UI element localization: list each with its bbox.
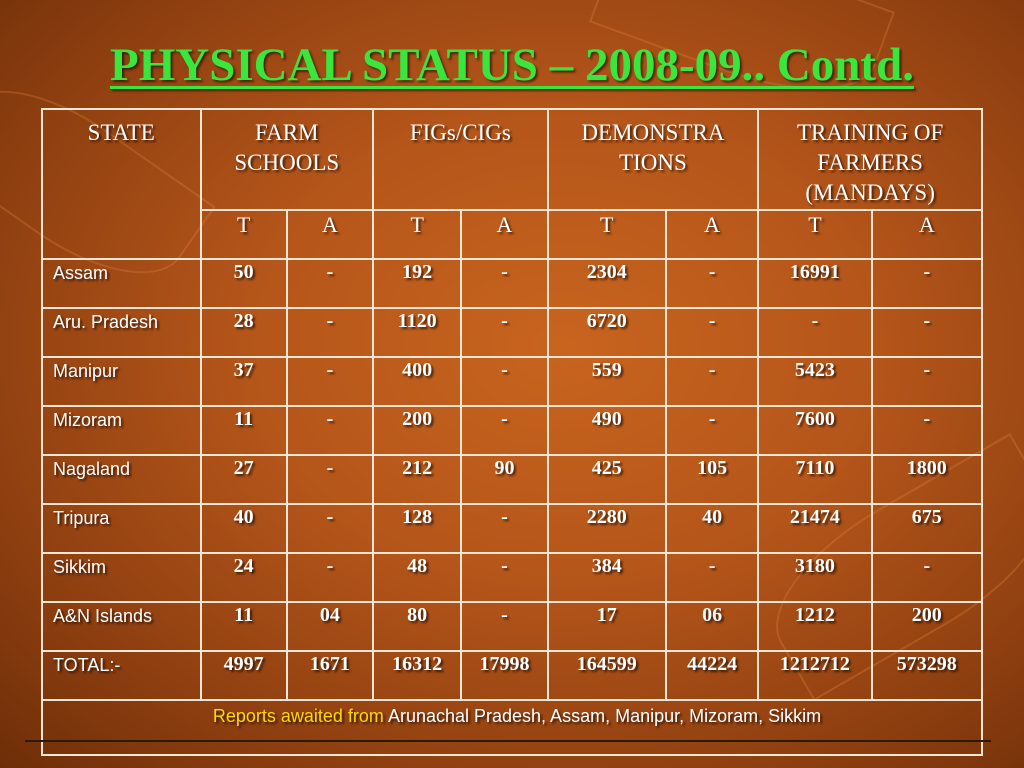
subheader-achieved: A: [666, 210, 758, 259]
value-cell: 21474: [758, 504, 871, 553]
value-cell: -: [461, 357, 547, 406]
value-cell: 80: [373, 602, 461, 651]
table-row: [42, 455, 982, 504]
value-cell: -: [287, 504, 373, 553]
value-cell: 11: [201, 406, 287, 455]
physical-status-table: [41, 108, 983, 756]
subheader-target: T: [373, 210, 461, 259]
value-cell: 24: [201, 553, 287, 602]
state-name-cell: Nagaland: [42, 455, 201, 504]
value-cell: 17: [548, 602, 666, 651]
value-cell: 128: [373, 504, 461, 553]
value-cell: 1800: [872, 455, 982, 504]
value-cell: -: [872, 308, 982, 357]
value-cell: 17998: [461, 651, 547, 700]
subheader-achieved: A: [872, 210, 982, 259]
value-cell: 90: [461, 455, 547, 504]
value-cell: -: [666, 553, 758, 602]
value-cell: -: [666, 308, 758, 357]
value-cell: 4997: [201, 651, 287, 700]
value-cell: 7110: [758, 455, 871, 504]
value-cell: 11: [201, 602, 287, 651]
note-prefix: Reports awaited from: [212, 706, 384, 726]
value-cell: -: [287, 553, 373, 602]
value-cell: -: [287, 259, 373, 308]
state-name-cell: Assam: [42, 259, 201, 308]
value-cell: 490: [548, 406, 666, 455]
state-name-cell: Mizoram: [42, 406, 201, 455]
reports-awaited-note: [42, 700, 982, 755]
value-cell: 5423: [758, 357, 871, 406]
state-name-cell: TOTAL:-: [42, 651, 201, 700]
value-cell: 192: [373, 259, 461, 308]
value-cell: 1671: [287, 651, 373, 700]
table-row: [42, 651, 982, 700]
header-demonstrations: DEMONSTRA TIONS: [548, 109, 759, 210]
subheader-target: T: [548, 210, 666, 259]
value-cell: 06: [666, 602, 758, 651]
value-cell: -: [461, 553, 547, 602]
value-cell: -: [287, 357, 373, 406]
header-state: STATE: [42, 109, 201, 259]
table-row: [42, 602, 982, 651]
subheader-achieved: A: [461, 210, 547, 259]
state-name-cell: Manipur: [42, 357, 201, 406]
header-training-of-farmers: TRAINING OF FARMERS (MANDAYS): [758, 109, 982, 210]
table-row: [42, 259, 982, 308]
value-cell: 675: [872, 504, 982, 553]
subheader-achieved: A: [287, 210, 373, 259]
value-cell: 105: [666, 455, 758, 504]
value-cell: 50: [201, 259, 287, 308]
value-cell: 44224: [666, 651, 758, 700]
value-cell: -: [287, 406, 373, 455]
value-cell: 212: [373, 455, 461, 504]
value-cell: -: [872, 259, 982, 308]
value-cell: -: [872, 357, 982, 406]
header-figs-cigs: FIGs/CIGs: [373, 109, 548, 210]
table-header-row: [42, 109, 982, 210]
value-cell: -: [461, 602, 547, 651]
value-cell: 1120: [373, 308, 461, 357]
value-cell: -: [872, 406, 982, 455]
subheader-target: T: [201, 210, 287, 259]
state-name-cell: A&N Islands: [42, 602, 201, 651]
value-cell: 164599: [548, 651, 666, 700]
value-cell: -: [461, 406, 547, 455]
state-name-cell: Sikkim: [42, 553, 201, 602]
slide-title: PHYSICAL STATUS – 2008-09.. Contd.: [110, 39, 914, 91]
table-row: [42, 553, 982, 602]
value-cell: 28: [201, 308, 287, 357]
value-cell: -: [872, 553, 982, 602]
value-cell: 04: [287, 602, 373, 651]
value-cell: 1212712: [758, 651, 871, 700]
value-cell: 3180: [758, 553, 871, 602]
header-farm-schools: FARM SCHOOLS: [201, 109, 374, 210]
value-cell: 200: [872, 602, 982, 651]
table-row: [42, 308, 982, 357]
value-cell: 40: [201, 504, 287, 553]
value-cell: 7600: [758, 406, 871, 455]
value-cell: 40: [666, 504, 758, 553]
value-cell: 16991: [758, 259, 871, 308]
value-cell: -: [758, 308, 871, 357]
value-cell: -: [287, 308, 373, 357]
value-cell: 573298: [872, 651, 982, 700]
value-cell: 200: [373, 406, 461, 455]
table-row: [42, 406, 982, 455]
value-cell: -: [287, 455, 373, 504]
subheader-target: T: [758, 210, 871, 259]
value-cell: -: [666, 259, 758, 308]
state-name-cell: Aru. Pradesh: [42, 308, 201, 357]
value-cell: 2304: [548, 259, 666, 308]
value-cell: 48: [373, 553, 461, 602]
value-cell: 400: [373, 357, 461, 406]
state-name-cell: Tripura: [42, 504, 201, 553]
value-cell: 27: [201, 455, 287, 504]
value-cell: -: [666, 406, 758, 455]
value-cell: 37: [201, 357, 287, 406]
value-cell: 384: [548, 553, 666, 602]
value-cell: 16312: [373, 651, 461, 700]
table-note-row: [42, 700, 982, 755]
note-states: Arunachal Pradesh, Assam, Manipur, Mizoram, Sikkim: [387, 706, 822, 726]
footer-divider: [25, 740, 991, 742]
value-cell: 425: [548, 455, 666, 504]
value-cell: 1212: [758, 602, 871, 651]
value-cell: -: [461, 504, 547, 553]
value-cell: -: [666, 357, 758, 406]
value-cell: 2280: [548, 504, 666, 553]
value-cell: -: [461, 308, 547, 357]
table-row: [42, 504, 982, 553]
value-cell: 6720: [548, 308, 666, 357]
table-row: [42, 357, 982, 406]
value-cell: -: [461, 259, 547, 308]
value-cell: 559: [548, 357, 666, 406]
